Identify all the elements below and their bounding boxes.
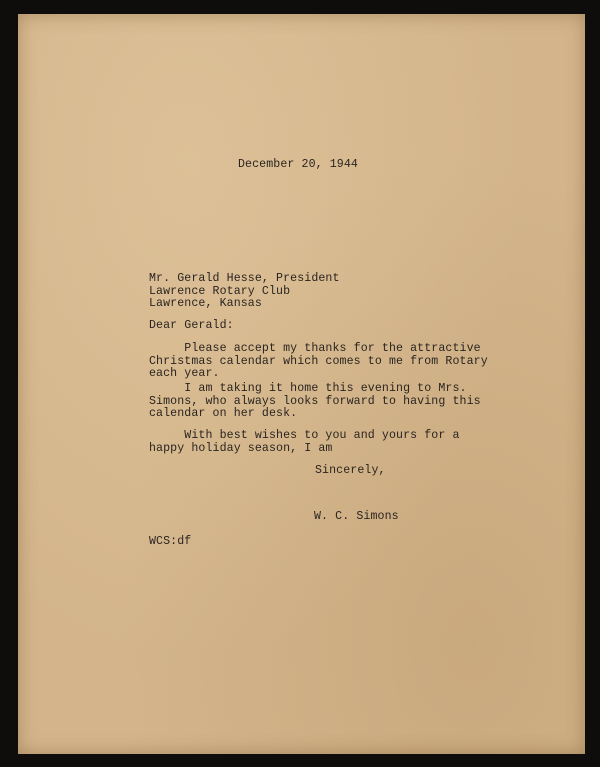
recipient-address [149, 273, 340, 311]
letter-page [18, 14, 585, 754]
paragraph-line: each year. [149, 367, 220, 380]
closing: Sincerely, [315, 464, 386, 477]
paragraph-line: With best wishes to you and yours for a [149, 429, 460, 442]
paragraph-line: calendar on her desk. [149, 407, 298, 420]
signature: W. C. Simons [314, 510, 399, 523]
paragraph-line: happy holiday season, I am [149, 441, 333, 455]
recipient-line: Mr. Gerald Hesse, President [149, 272, 340, 285]
body-paragraph [149, 430, 460, 455]
salutation: Dear Gerald: [149, 319, 234, 332]
body-paragraph [149, 383, 481, 421]
typist-initials: WCS:df [149, 535, 192, 548]
body-paragraph [149, 343, 488, 381]
paragraph-line: I am taking it home this evening to Mrs. [149, 382, 467, 395]
recipient-line: Lawrence, Kansas [149, 297, 262, 310]
paragraph-line: Simons, who always looks forward to having this [149, 394, 481, 408]
paragraph-line: Christmas calendar which comes to me from Rotary [149, 354, 488, 368]
recipient-line: Lawrence Rotary Club [149, 284, 291, 298]
letter-date: December 20, 1944 [238, 158, 358, 171]
paragraph-line: Please accept my thanks for the attractive [149, 342, 481, 355]
